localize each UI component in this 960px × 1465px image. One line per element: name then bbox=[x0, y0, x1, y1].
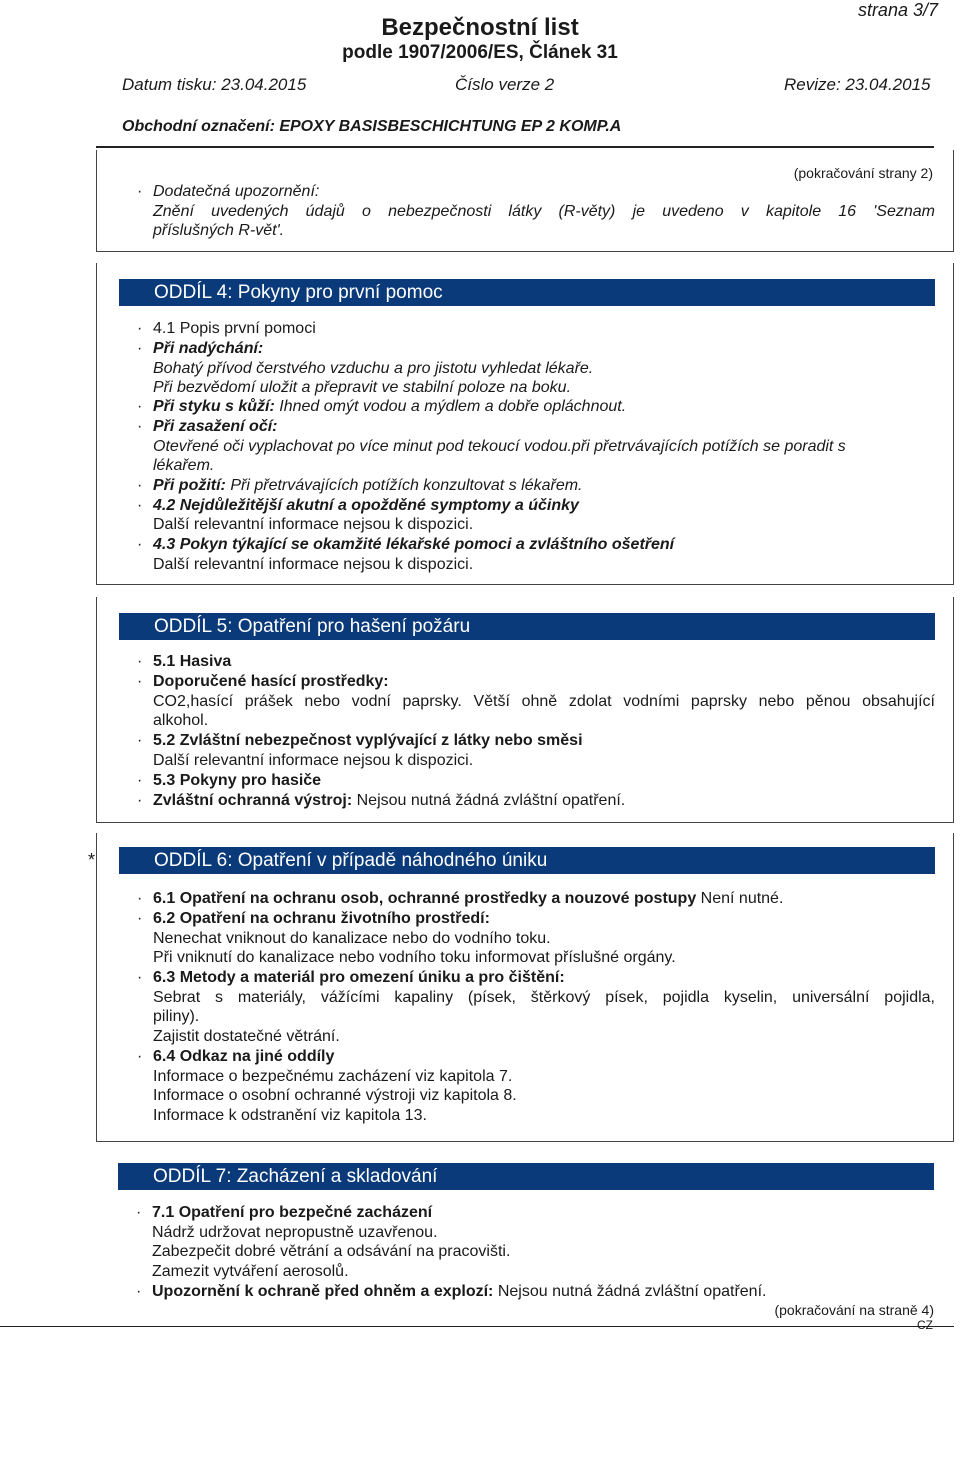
print-date: Datum tisku: 23.04.2015 bbox=[122, 75, 307, 94]
subsection-6-3-text-2: piliny). bbox=[153, 1008, 200, 1025]
subsection-6-3-heading: · 6.3 Metody a materiál pro omezení úniku a pro čištění: bbox=[137, 969, 565, 986]
subsection-6-4-heading: · 6.4 Odkaz na jiné oddíly bbox=[137, 1048, 335, 1065]
section-box-5 bbox=[96, 597, 954, 823]
ingestion-line: · Při požití: Při přetrvávajících potížích konzultovat s lékařem. bbox=[137, 477, 583, 494]
subsection-6-2-text-1: Nenechat vniknout do kanalizace nebo do vodního toku. bbox=[153, 930, 551, 947]
subsection-6-3-text-3: Zajistit dostatečné větrání. bbox=[153, 1028, 340, 1045]
footer-divider bbox=[0, 1326, 954, 1327]
additional-notes-text: Znění uvedených údajů o nebezpečnosti látky (R-věty) je uvedeno v kapitole 16 'Seznam bbox=[153, 203, 935, 220]
subsection-5-2-text: Další relevantní informace nejsou k dispozici. bbox=[153, 752, 474, 769]
subsection-6-4-text-3: Informace k odstranění viz kapitola 13. bbox=[153, 1107, 427, 1124]
country-code: CZ bbox=[917, 1318, 933, 1332]
subsection-6-2-text-2: Při vniknutí do kanalizace nebo vodního toku informovat příslušné orgány. bbox=[153, 949, 676, 966]
continuation-note: (pokračování strany 2) bbox=[793, 165, 933, 181]
subsection-4-2-heading: · 4.2 Nejdůležitější akutní a opožděné symptomy a účinky bbox=[137, 497, 579, 514]
subsection-7-1-text-3: Zamezit vytváření aerosolů. bbox=[152, 1263, 349, 1280]
subsection-7-1-heading: · 7.1 Opatření pro bezpečné zacházení bbox=[136, 1204, 433, 1221]
subsection-4-3-text: Další relevantní informace nejsou k dispozici. bbox=[153, 556, 474, 573]
fire-protection-line: · Upozornění k ochraně před ohněm a explozí: Nejsou nutná žádná zvláštní opatření. bbox=[136, 1283, 767, 1300]
trade-name: Obchodní označení: EPOXY BASISBESCHICHTUNG EP 2 KOMP.A bbox=[122, 118, 622, 135]
continuation-next-page: (pokračování na straně 4) bbox=[774, 1302, 934, 1318]
additional-notes-text-2: příslušných R-vět'. bbox=[153, 222, 285, 239]
section-5-title: ODDÍL 5: Opatření pro hašení požáru bbox=[119, 613, 935, 640]
subsection-7-1-text-2: Zabezpečit dobré větrání a odsávání na pracovišti. bbox=[152, 1243, 511, 1260]
subsection-6-2-heading: · 6.2 Opatření na ochranu životního prostředí: bbox=[137, 910, 490, 927]
subsection-5-1-heading: · 5.1 Hasiva bbox=[137, 653, 232, 670]
subsection-6-4-text-1: Informace o bezpečnému zacházení viz kapitola 7. bbox=[153, 1068, 513, 1085]
eye-contact-text-2: lékařem. bbox=[153, 457, 215, 474]
eye-contact-text-1: Otevřené oči vyplachovat po více minut pod tekoucí vodou.při přetrvávajících potížích se poradit s bbox=[153, 438, 846, 455]
subsection-5-2-heading: · 5.2 Zvláštní nebezpečnost vyplývající z látky nebo směsi bbox=[137, 732, 583, 749]
inhalation-text-1: Bohatý přívod čerstvého vzduchu a pro jistotu vyhledat lékaře. bbox=[153, 360, 594, 377]
subsection-6-1-line: · 6.1 Opatření na ochranu osob, ochranné prostředky a nouzové postupy Není nutné. bbox=[137, 890, 784, 907]
extinguishing-media-text-2: alkohol. bbox=[153, 712, 209, 729]
revision-date: Revize: 23.04.2015 bbox=[784, 75, 931, 94]
section-box-7 bbox=[96, 1153, 954, 1328]
document-subtitle: podle 1907/2006/ES, Článek 31 bbox=[342, 42, 618, 63]
subsection-4-2-text: Další relevantní informace nejsou k dispozici. bbox=[153, 516, 474, 533]
extinguishing-media-label: · Doporučené hasící prostředky: bbox=[137, 673, 389, 690]
protective-equipment-line: · Zvláštní ochranná výstroj: Nejsou nutná žádná zvláštní opatření. bbox=[137, 792, 626, 809]
eye-contact-label: · Při zasažení očí: bbox=[137, 418, 278, 435]
section-box-4 bbox=[96, 263, 954, 585]
section-6-title: ODDÍL 6: Opatření v případě náhodného úniku bbox=[119, 847, 935, 874]
document-title: Bezpečnostní list bbox=[381, 14, 579, 41]
skin-contact-line: · Při styku s kůží: Ihned omýt vodou a mýdlem a dobře opláchnout. bbox=[137, 398, 627, 415]
section-7-title: ODDÍL 7: Zacházení a skladování bbox=[118, 1163, 934, 1190]
section-box-continuation bbox=[96, 150, 954, 252]
version-number: Číslo verze 2 bbox=[455, 75, 555, 94]
subsection-4-3-heading: · 4.3 Pokyn týkající se okamžité lékařské pomoci a zvláštního ošetření bbox=[137, 536, 675, 553]
extinguishing-media-text-1: CO2,hasící prášek nebo vodní paprsky. Větší ohně zdolat vodními paprsky nebo pěnou obsahující bbox=[153, 693, 935, 710]
page-number: strana 3/7 bbox=[857, 0, 938, 20]
subsection-4-1-heading: · 4.1 Popis první pomoci bbox=[137, 320, 316, 337]
section-box-6 bbox=[96, 833, 954, 1142]
change-marker: * bbox=[88, 850, 96, 870]
header-divider bbox=[96, 146, 934, 148]
additional-notes-label: · Dodatečná upozornění: bbox=[137, 183, 320, 200]
inhalation-text-2: Při bezvědomí uložit a přepravit ve stabilní poloze na boku. bbox=[153, 379, 572, 396]
subsection-6-3-text-1: Sebrat s materiály, vážícími kapaliny (písek, štěrkový písek, pojidla kyselin, universální pojidla, bbox=[153, 989, 935, 1006]
section-4-title: ODDÍL 4: Pokyny pro první pomoc bbox=[119, 279, 935, 306]
inhalation-label: · Při nadýchání: bbox=[137, 340, 264, 357]
subsection-6-4-text-2: Informace o osobní ochranné výstroji viz kapitola 8. bbox=[153, 1087, 517, 1104]
subsection-7-1-text-1: Nádrž udržovat nepropustně uzavřenou. bbox=[152, 1224, 438, 1241]
subsection-5-3-heading: · 5.3 Pokyny pro hasiče bbox=[137, 772, 322, 789]
